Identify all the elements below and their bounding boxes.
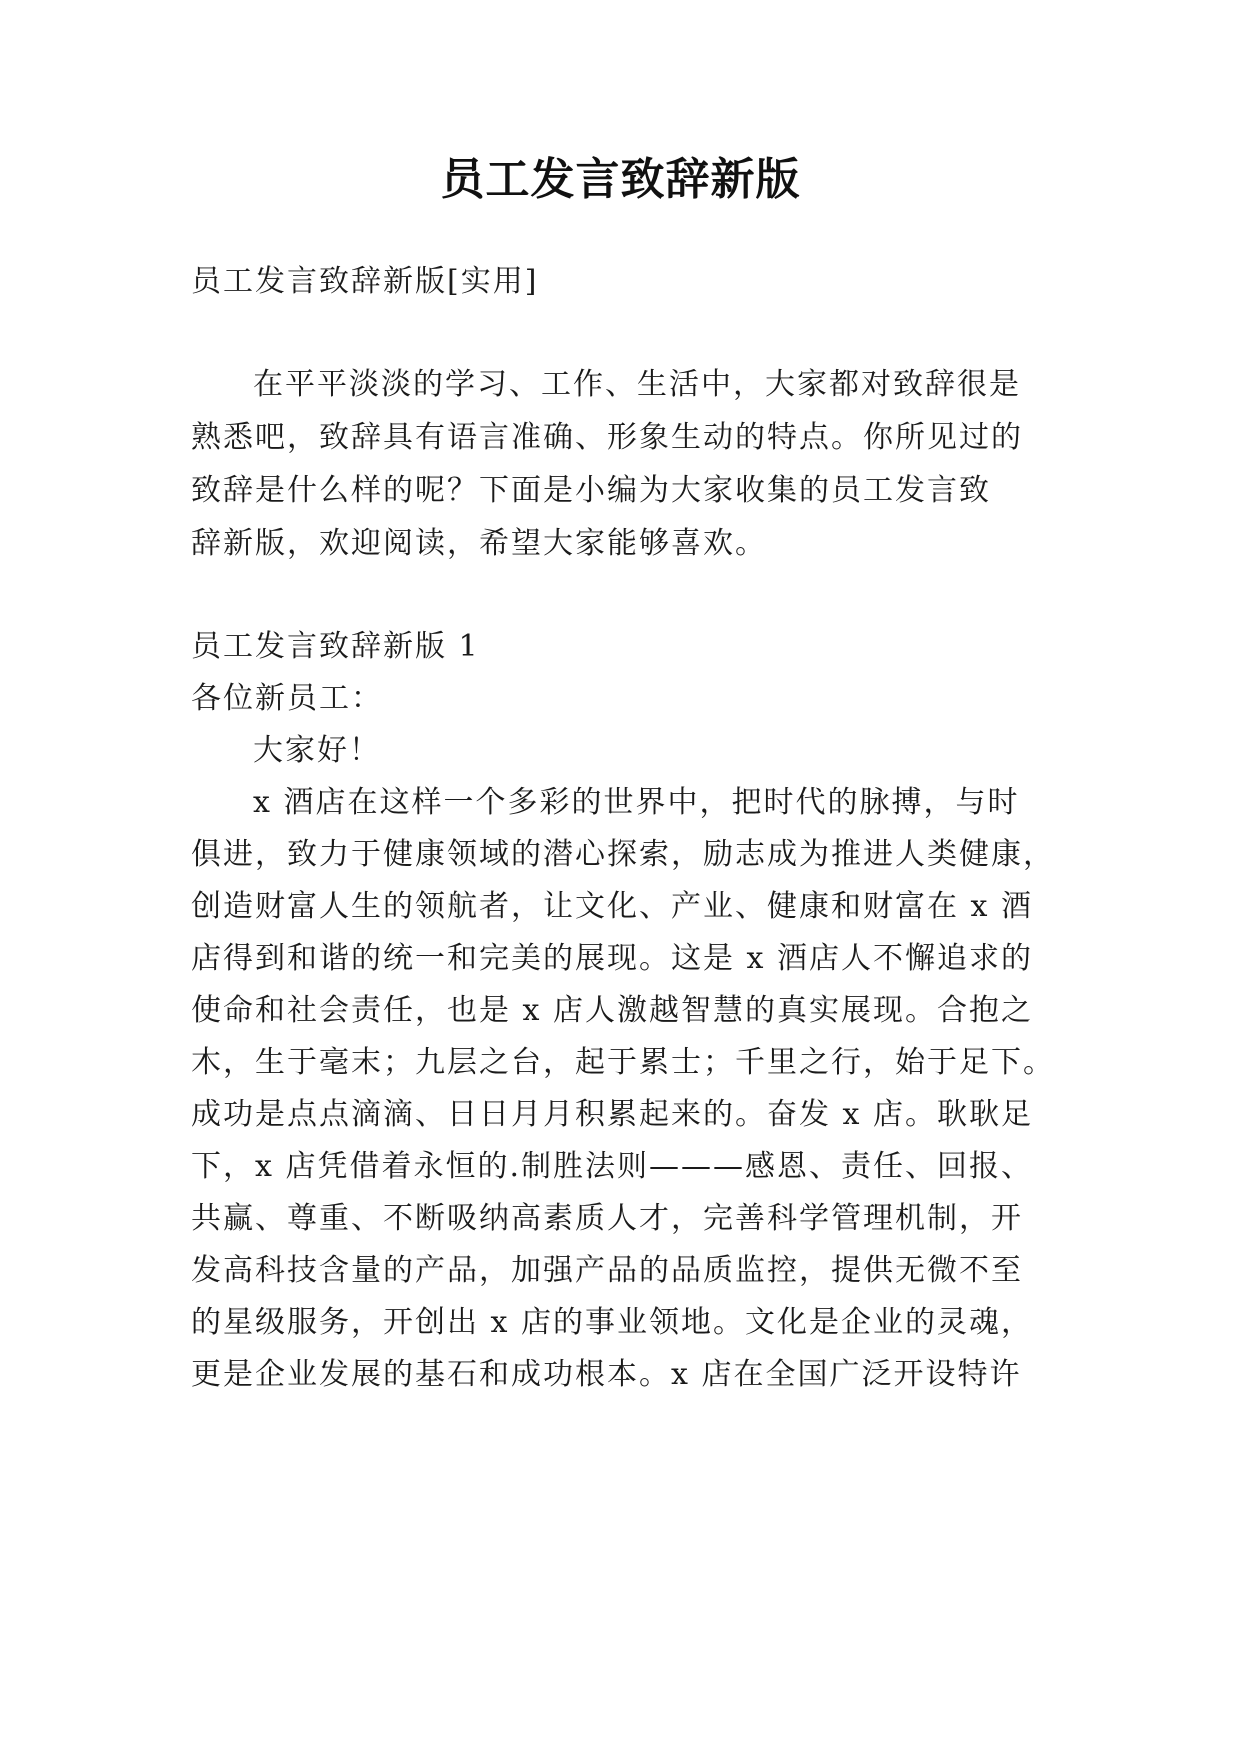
intro-line: 在平平淡淡的学习、工作、生活中，大家都对致辞很是 (253, 367, 1021, 402)
body-line: 使命和社会责任，也是 x 店人激越智慧的真实展现。合抱之 (191, 993, 1033, 1028)
salutation: 各位新员工： (191, 681, 383, 716)
body-line: 更是企业发展的基石和成功根本。x 店在全国广泛开设特许 (191, 1357, 1022, 1392)
intro-line: 辞新版，欢迎阅读，希望大家能够喜欢。 (191, 526, 767, 561)
body-line: 发高科技含量的产品，加强产品的品质监控，提供无微不至 (191, 1253, 1023, 1288)
body-line: 店得到和谐的统一和完美的展现。这是 x 酒店人不懈追求的 (191, 941, 1033, 976)
body-line: 创造财富人生的领航者，让文化、产业、健康和财富在 x 酒 (191, 889, 1033, 924)
intro-line: 致辞是什么样的呢？下面是小编为大家收集的员工发言致 (191, 473, 991, 508)
body-line: 木，生于毫末；九层之台，起于累士；千里之行，始于足下。 (191, 1045, 1055, 1080)
document-subtitle: 员工发言致辞新版[实用] (191, 264, 539, 299)
body-line: x 酒店在这样一个多彩的世界中，把时代的脉搏，与时 (253, 785, 1020, 820)
body-line: 的星级服务，开创出 x 店的事业领地。文化是企业的灵魂， (191, 1305, 1033, 1340)
intro-line: 熟悉吧，致辞具有语言准确、形象生动的特点。你所见过的 (191, 420, 1023, 455)
body-line: 成功是点点滴滴、日日月月积累起来的。奋发 x 店。耿耿足 (191, 1097, 1033, 1132)
section-heading: 员工发言致辞新版 1 (191, 629, 480, 664)
body-line: 共赢、尊重、不断吸纳高素质人才，完善科学管理机制，开 (191, 1201, 1023, 1236)
body-line: 下，x 店凭借着永恒的.制胜法则———感恩、责任、回报、 (191, 1149, 1033, 1184)
document-title: 员工发言致辞新版 (440, 154, 801, 205)
body-line: 俱进，致力于健康领域的潜心探索，励志成为推进人类健康， (191, 837, 1055, 872)
greeting: 大家好！ (253, 733, 381, 768)
